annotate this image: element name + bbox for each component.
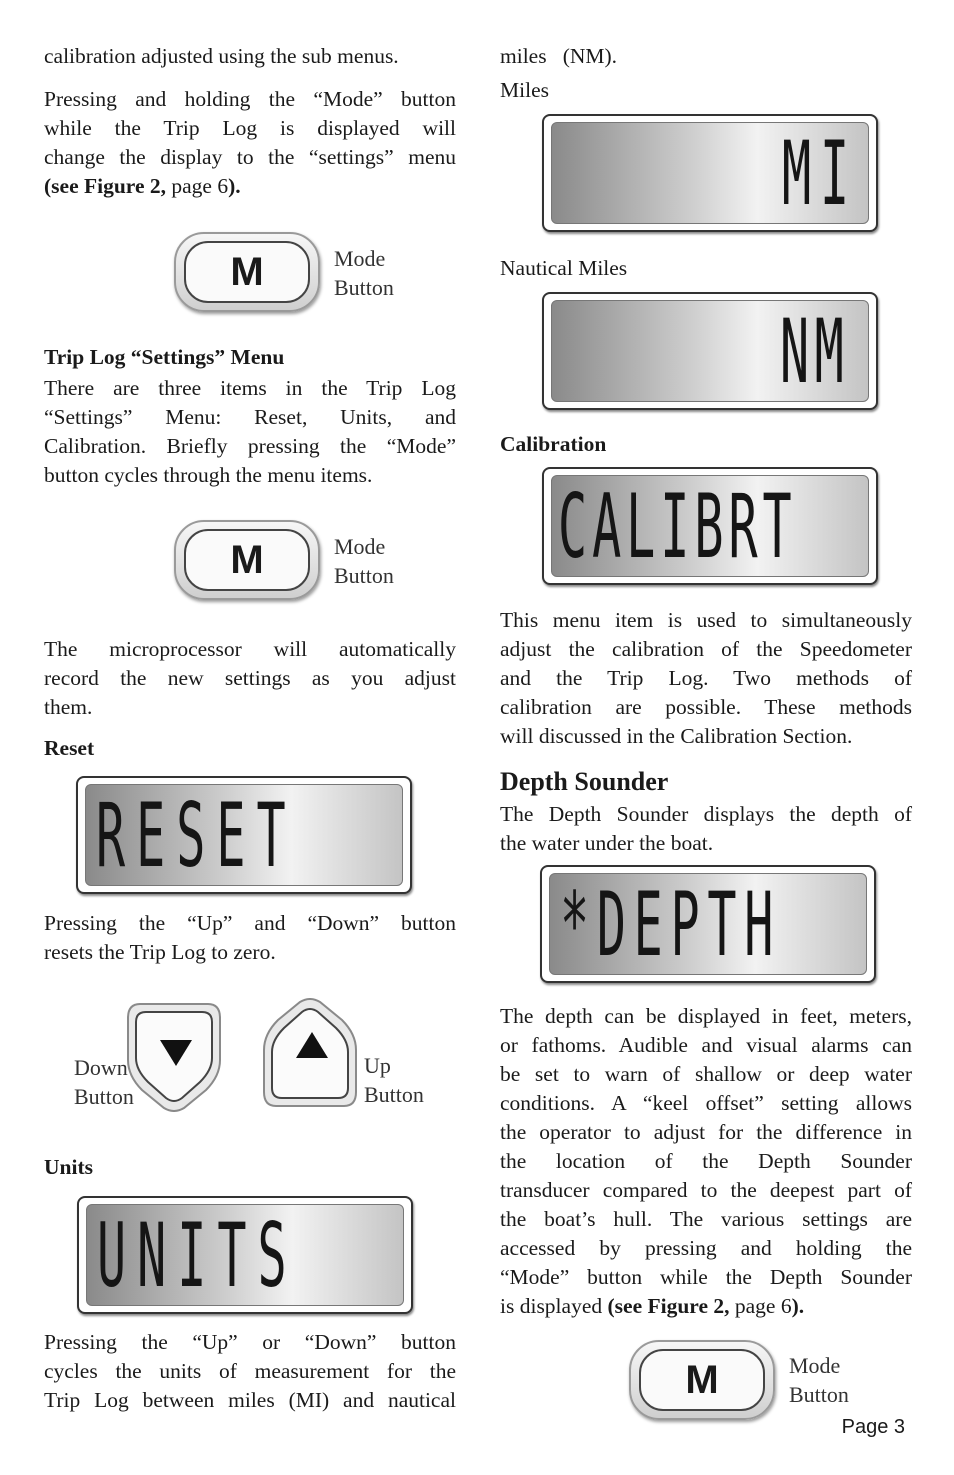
text-line: cycles the units of measurement for the xyxy=(44,1359,456,1383)
caption-line: Mode xyxy=(334,246,386,271)
paragraph-mode-hold xyxy=(44,85,456,201)
up-button-caption xyxy=(364,1051,424,1109)
text-line: This menu item is used to simultaneously xyxy=(500,608,912,632)
caption-line: Mode xyxy=(334,534,386,559)
down-arrow-button-figure xyxy=(126,1000,222,1112)
text-line: the location of the Depth Sounder xyxy=(500,1149,912,1173)
text-line: will discussed in the Calibration Section. xyxy=(500,724,853,748)
text-line: adjust the calibration of the Speedometer xyxy=(500,637,912,661)
caption-line: Up xyxy=(364,1053,391,1078)
lcd-display-miles xyxy=(542,114,878,232)
figure-ref-end: ). xyxy=(791,1294,805,1318)
paragraph-continued: calibration adjusted using the sub menus. xyxy=(44,44,399,68)
text-line: “Settings” Menu: Reset, Units, and xyxy=(44,405,456,429)
figure-ref-bold: (see Figure 2, xyxy=(44,174,166,198)
text-line: The microprocessor will automatically xyxy=(44,637,456,661)
text-line: the boat’s hull. The various settings are xyxy=(500,1207,912,1231)
mode-button-caption xyxy=(789,1351,849,1409)
figure-reference-line xyxy=(44,172,456,201)
text-line: conditions. A “keel offset” setting allows xyxy=(500,1091,912,1115)
section-heading-settings: Trip Log “Settings” Menu xyxy=(44,345,285,369)
mode-button-figure xyxy=(174,520,320,600)
text-line: record the new settings as you adjust xyxy=(44,666,456,690)
lcd-display-nautical-miles xyxy=(542,292,878,410)
caption-line: Button xyxy=(364,1082,424,1107)
figure-ref-bold: (see Figure 2, xyxy=(607,1294,730,1318)
mode-button-caption xyxy=(334,532,394,590)
text-line: accessed by pressing and holding the xyxy=(500,1236,912,1260)
mode-button-figure xyxy=(629,1340,775,1420)
miles-label: Miles xyxy=(500,78,549,102)
mode-key: M xyxy=(639,1349,765,1411)
down-button-caption xyxy=(74,1053,134,1111)
paragraph-settings xyxy=(44,374,456,490)
page-number: Page 3 xyxy=(841,1416,905,1438)
text-line: be set to warn of shallow or deep water xyxy=(500,1062,912,1086)
section-heading-reset: Reset xyxy=(44,736,95,760)
figure-ref-page: page 6 xyxy=(166,174,229,198)
lcd-text: UNITS xyxy=(97,1204,298,1306)
text-line: or fathoms. Audible and visual alarms can xyxy=(500,1033,912,1057)
caption-line: Down xyxy=(74,1055,128,1080)
lcd-text: CALIBRT xyxy=(558,475,797,577)
nautical-miles-label: Nautical Miles xyxy=(500,256,628,280)
section-heading-units: Units xyxy=(44,1155,93,1179)
caption-line: Button xyxy=(334,563,394,588)
lcd-display-units xyxy=(77,1196,413,1314)
paragraph-depth-details xyxy=(500,1002,912,1321)
paragraph-reset xyxy=(44,909,456,967)
text-line: resets the Trip Log to zero. xyxy=(44,940,276,964)
text-line: and the Trip Log. Two methods of xyxy=(500,666,912,690)
text-line: Trip Log between miles (MI) and nautical xyxy=(44,1388,456,1412)
text-line: Pressing the “Up” and “Down” button xyxy=(44,911,456,935)
caption-line: Mode xyxy=(789,1353,841,1378)
lcd-display-reset xyxy=(76,776,412,894)
section-heading-depth-sounder: Depth Sounder xyxy=(500,767,669,796)
paragraph-continued: miles (NM). xyxy=(500,44,618,68)
text-line: the water under the boat. xyxy=(500,831,714,855)
mode-button-caption xyxy=(334,244,394,302)
text-line: them. xyxy=(44,695,93,719)
text-line: calibration are possible. These methods xyxy=(500,695,912,719)
text-line: The depth can be displayed in feet, meters, xyxy=(500,1004,912,1028)
lcd-display-depth xyxy=(540,865,876,983)
text-line: button cycles through the menu items. xyxy=(44,463,373,487)
caption-line: Button xyxy=(74,1084,134,1109)
section-heading-calibration: Calibration xyxy=(500,432,607,456)
figure-reference-line xyxy=(500,1292,912,1321)
lcd-text: NM xyxy=(780,300,850,402)
figure-ref-page: page 6 xyxy=(729,1294,792,1318)
text-line: There are three items in the Trip Log xyxy=(44,376,456,400)
up-arrow-button-figure xyxy=(262,998,358,1110)
text-line: Pressing the “Up” or “Down” button xyxy=(44,1330,456,1354)
mode-key: M xyxy=(184,529,310,591)
lcd-text: *DEPTH xyxy=(560,873,782,975)
caption-line: Button xyxy=(789,1382,849,1407)
text-line: Pressing and holding the “Mode” button xyxy=(44,87,456,111)
paragraph-units xyxy=(44,1328,456,1415)
paragraph-calibration xyxy=(500,606,912,751)
text-line: while the Trip Log is displayed will xyxy=(44,116,456,140)
text-line: change the display to the “settings” menu xyxy=(44,145,456,169)
mode-key: M xyxy=(184,241,310,303)
text-line: transducer compared to the deepest part of xyxy=(500,1178,912,1202)
text-line: “Mode” button while the Depth Sounder xyxy=(500,1265,912,1289)
text-run: is displayed xyxy=(500,1294,608,1318)
lcd-text: RESET xyxy=(96,784,297,886)
lcd-display-calibration xyxy=(542,467,878,585)
text-line: Calibration. Briefly pressing the “Mode” xyxy=(44,434,456,458)
figure-ref-end: ). xyxy=(228,174,241,198)
paragraph-depth-intro xyxy=(500,800,912,858)
mode-button-figure xyxy=(174,232,320,312)
text-line: The Depth Sounder displays the depth of xyxy=(500,802,912,826)
text-line: the operator to adjust for the difference in xyxy=(500,1120,912,1144)
paragraph-microprocessor xyxy=(44,635,456,722)
caption-line: Button xyxy=(334,275,394,300)
lcd-text: MI xyxy=(782,122,858,224)
